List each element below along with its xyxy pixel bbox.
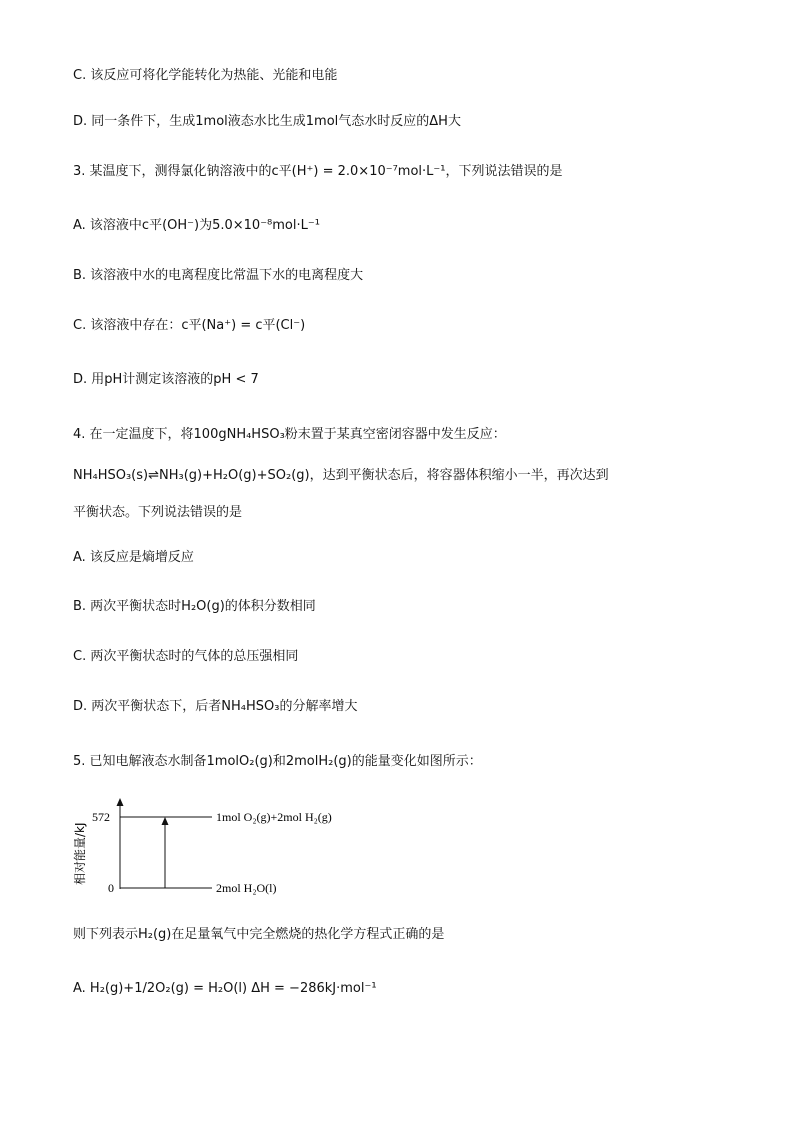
- diagram-tick-572: 572: [92, 810, 110, 824]
- diagram-y-axis-arrowhead: [117, 798, 124, 806]
- diagram-tick-0: 0: [108, 881, 114, 895]
- question-4-option-c: C. 两次平衡状态时的气体的总压强相同: [73, 649, 299, 664]
- question-4-option-d: D. 两次平衡状态下，后者NH₄HSO₃的分解率增大: [73, 699, 358, 714]
- diagram-lower-label: 2mol H₂O(l): [216, 881, 277, 895]
- option-d-enthalpy: D. 同一条件下，生成1mol液态水比生成1mol气态水时反应的ΔH大: [73, 114, 461, 129]
- question-4-stem-end: 平衡状态。下列说法错误的是: [73, 505, 243, 520]
- question-4-equation: NH₄HSO₃(s)⇌NH₃(g)+H₂O(g)+SO₂(g)，达到平衡状态后，将容器体积缩小一半，再次达到: [73, 468, 609, 483]
- diagram-ylabel: 相对能量/kJ: [73, 822, 87, 885]
- question-4-stem: 4. 在一定温度下，将100gNH₄HSO₃粉末置于某真空密闭容器中发生反应：: [73, 427, 506, 442]
- question-5-stem: 5. 已知电解液态水制备1molO₂(g)和2molH₂(g)的能量变化如图所示：: [73, 754, 482, 769]
- question-4-option-b: B. 两次平衡状态时H₂O(g)的体积分数相同: [73, 599, 316, 614]
- question-3-option-c: C. 该溶液中存在：c平(Na⁺) = c平(Cl⁻): [73, 318, 306, 333]
- energy-level-diagram: [70, 795, 390, 895]
- question-5-option-a: A. H₂(g)+1/2O₂(g) = H₂O(l) ΔH = −286kJ·mol⁻¹: [73, 981, 377, 996]
- question-3-option-d: D. 用pH计测定该溶液的pH < 7: [73, 372, 259, 387]
- question-5-prompt: 则下列表示H₂(g)在足量氧气中完全燃烧的热化学方程式正确的是: [73, 927, 445, 942]
- option-c-energy: C. 该反应可将化学能转化为热能、光能和电能: [73, 68, 338, 83]
- question-3-stem: 3. 某温度下，测得氯化钠溶液中的c平(H⁺) = 2.0×10⁻⁷mol·L⁻¹，下列说法错误的是: [73, 164, 563, 179]
- question-4-option-a: A. 该反应是熵增反应: [73, 550, 194, 565]
- diagram-upper-label: 1mol O₂(g)+2mol H₂(g): [216, 810, 332, 824]
- question-3-option-b: B. 该溶液中水的电离程度比常温下水的电离程度大: [73, 268, 364, 283]
- question-3-option-a: A. 该溶液中c平(OH⁻)为5.0×10⁻⁸mol·L⁻¹: [73, 218, 320, 233]
- diagram-energy-arrowhead: [162, 817, 169, 825]
